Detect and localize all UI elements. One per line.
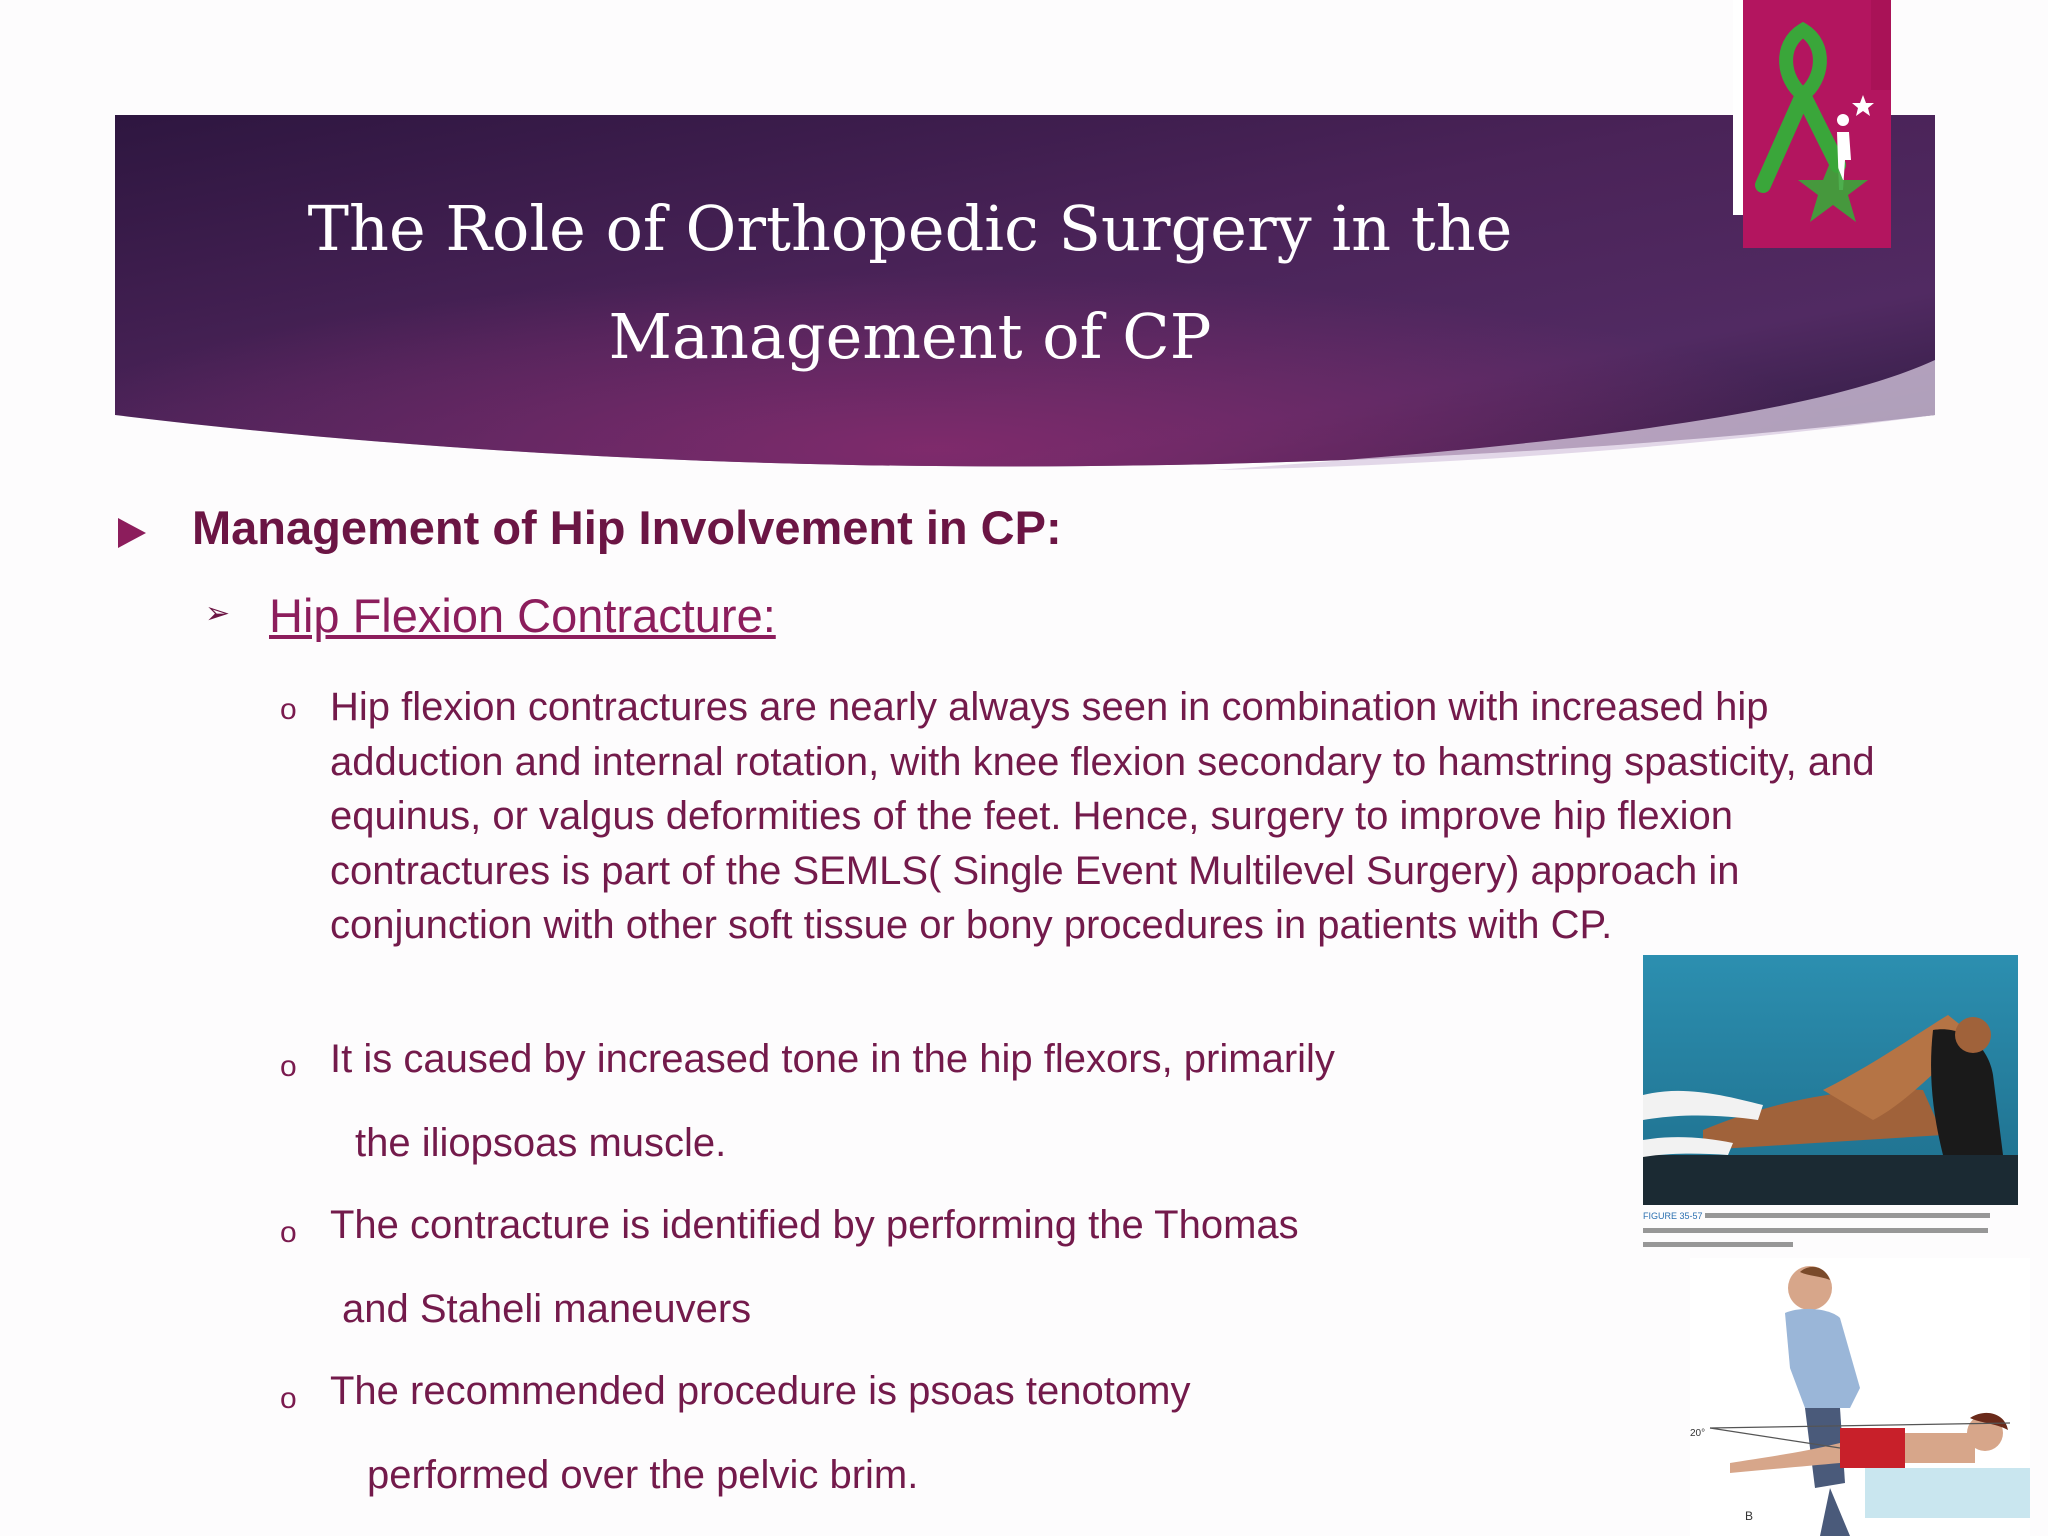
- slide-title: [300, 175, 1520, 391]
- bullet-paragraph-1: Hip flexion contractures are nearly always seen in combination with increased hip adduction and internal rotation, with knee flexion secondary to hamstring spasticity, and equinus, or valgus deformities of the feet. Hence, surgery to improve hip flexion contractures is part of the SEMLS( Single Event Multilevel Surgery) approach in conjunction with other soft tissue or bony procedures in patients with CP.: [330, 685, 1875, 947]
- subheading-hip-flexion: Hip Flexion Contracture:: [269, 589, 776, 642]
- thomas-test-photo: [1643, 955, 2018, 1205]
- circle-bullet-icon: o: [280, 693, 297, 726]
- bullet-3-line-2: and Staheli maneuvers: [342, 1287, 752, 1331]
- caption-label: FIGURE 35-57: [1643, 1211, 1703, 1221]
- bullet-3-line-1: The contracture is identified by performing the Thomas: [330, 1203, 1299, 1247]
- bullet-2-line-1: It is caused by increased tone in the hip flexors, primarily: [330, 1037, 1335, 1081]
- circle-bullet-icon: o: [280, 1050, 297, 1083]
- circle-bullet-icon: o: [280, 1216, 297, 1249]
- title-line-2: Management of CP: [608, 300, 1212, 373]
- staheli-test-illustration: [1690, 1258, 2030, 1536]
- circle-bullet-icon: o: [280, 1382, 297, 1415]
- section-heading: Management of Hip Involvement in CP:: [192, 501, 1062, 554]
- cerebral-palsy-ribbon-logo: [1733, 0, 1891, 248]
- bullet-2-line-2: the iliopsoas muscle.: [355, 1121, 727, 1165]
- title-line-1: The Role of Orthopedic Surgery in the: [307, 192, 1513, 265]
- angle-label: 20°: [1690, 1428, 1706, 1439]
- bullet-4-line-1: The recommended procedure is psoas tenotomy: [330, 1369, 1191, 1413]
- bullet-4-line-2: performed over the pelvic brim.: [367, 1453, 919, 1497]
- panel-label: B: [1745, 1509, 1754, 1523]
- triangle-bullet-icon: [118, 518, 146, 548]
- arrow-bullet-icon: ➢: [205, 597, 231, 630]
- figure-caption: [1643, 1207, 1993, 1255]
